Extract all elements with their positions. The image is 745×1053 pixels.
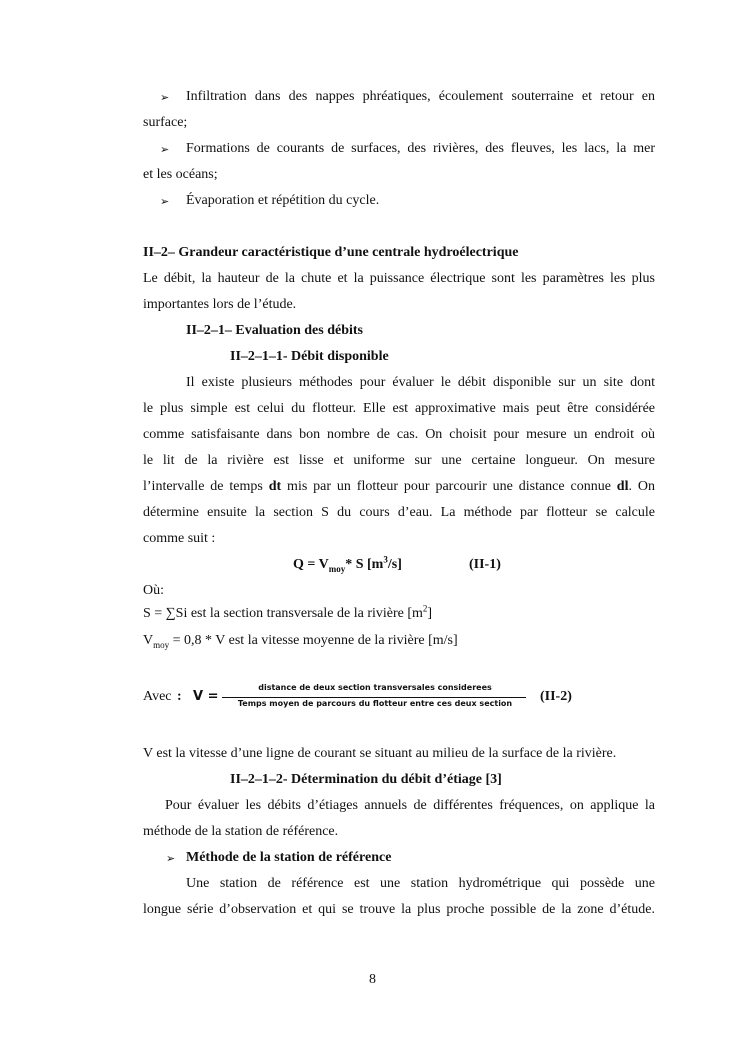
section-intro-line-2: importantes lors de l’étude.	[143, 297, 297, 312]
para1-line-3: comme satisfaisante dans bon nombre de cas. On choisit pour mesure un endroit où	[143, 427, 655, 442]
para1-line-2: le plus simple est celui du flotteur. Elle est approximative mais peut être considérée	[143, 401, 655, 416]
ou-label: Où:	[143, 583, 164, 598]
bullet-arrow-icon: ➢	[160, 144, 170, 156]
para3-line-1: Une station de référence est une station hydrométrique qui possède une	[186, 876, 655, 891]
v-equals: V =	[193, 689, 219, 704]
para1-line-5-c: mis par un flotteur pour parcourir une distance connue	[281, 479, 617, 494]
def-s-text: S = ∑Si est la section transversale de la rivière [m	[143, 606, 423, 621]
para3-line-2: longue série d’observation et qui se trouve la plus proche possible de la zone d’étude.	[143, 902, 655, 917]
para1-line-5-e: . On	[628, 479, 655, 494]
dt-term: dt	[268, 479, 282, 494]
bullet-arrow-icon: ➢	[166, 853, 176, 865]
def-v-text: = 0,8 * V est la vitesse moyenne de la rivière [m/s]	[169, 633, 458, 648]
page-number: 8	[369, 972, 376, 987]
para1-line-6: détermine ensuite la section S du cours d’eau. La méthode par flotteur se calcule	[143, 505, 655, 520]
bullet-1-line-1: Infiltration dans des nappes phréatiques, écoulement souterraine et retour en	[186, 89, 655, 104]
def-v-v: V	[143, 633, 154, 648]
para1-line-4: le lit de la rivière est lisse et uniforme sur une certaine longueur. On mesure	[143, 453, 655, 468]
fraction-line	[222, 697, 526, 698]
para2-line-2: méthode de la station de référence.	[143, 824, 339, 839]
equation-1	[293, 556, 433, 574]
eq1-end: /s]	[387, 557, 402, 572]
subsection-title: II–2–1– Evaluation des débits	[186, 323, 363, 338]
def-s-sup: 2	[422, 603, 428, 614]
bullet-1-line-2: surface;	[143, 115, 188, 130]
eq1-q: Q = V	[293, 557, 329, 572]
para1-line-7: comme suit :	[143, 531, 216, 546]
equation-1-label: (II-1)	[469, 557, 501, 572]
v-definition: V est la vitesse d’une ligne de courant se situant au milieu de la surface de la rivière.	[143, 746, 617, 761]
dl-term: dl	[616, 479, 629, 494]
method-title: Méthode de la station de référence	[186, 850, 392, 865]
bullet-2-line-1: Formations de courants de surfaces, des rivières, des fleuves, les lacs, la mer	[186, 141, 655, 156]
bullet-arrow-icon: ➢	[160, 92, 170, 104]
bullet-2-line-2: et les océans;	[143, 167, 218, 182]
avec-colon: :	[177, 689, 182, 704]
definition-vmoy	[143, 632, 655, 650]
avec-label: Avec	[143, 689, 172, 704]
definition-s	[143, 605, 655, 623]
fraction-denominator: Temps moyen de parcours du flotteur entre ces deux section	[237, 699, 513, 708]
para1-line-5	[143, 478, 655, 496]
para1-line-5-a: l’intervalle de temps	[143, 479, 269, 494]
eq1-sub: moy	[328, 563, 346, 574]
subsubsection-title-2: II–2–1–2- Détermination du débit d’étiage [3]	[230, 772, 502, 787]
def-v-sub: moy	[153, 639, 170, 650]
subsubsection-title-1: II–2–1–1- Débit disponible	[230, 349, 389, 364]
def-s-end: ]	[427, 606, 433, 621]
bullet-3-line-1: Évaporation et répétition du cycle.	[186, 193, 380, 208]
para2-line-1: Pour évaluer les débits d’étiages annuels de différentes fréquences, on applique la	[165, 798, 655, 813]
fraction-numerator: distance de deux section transversales considerees	[258, 683, 492, 692]
section-intro-line-1: Le débit, la hauteur de la chute et la puissance électrique sont les paramètres les plus	[143, 271, 655, 286]
eq1-mid: * S [m	[345, 557, 384, 572]
equation-2-label: (II-2)	[540, 689, 572, 704]
para1-line-1: Il existe plusieurs méthodes pour évaluer le débit disponible sur un site dont	[186, 375, 655, 390]
eq1-sup: 3	[383, 554, 388, 565]
bullet-arrow-icon: ➢	[160, 196, 170, 208]
section-title: II–2– Grandeur caractéristique d’une centrale hydroélectrique	[143, 245, 519, 260]
